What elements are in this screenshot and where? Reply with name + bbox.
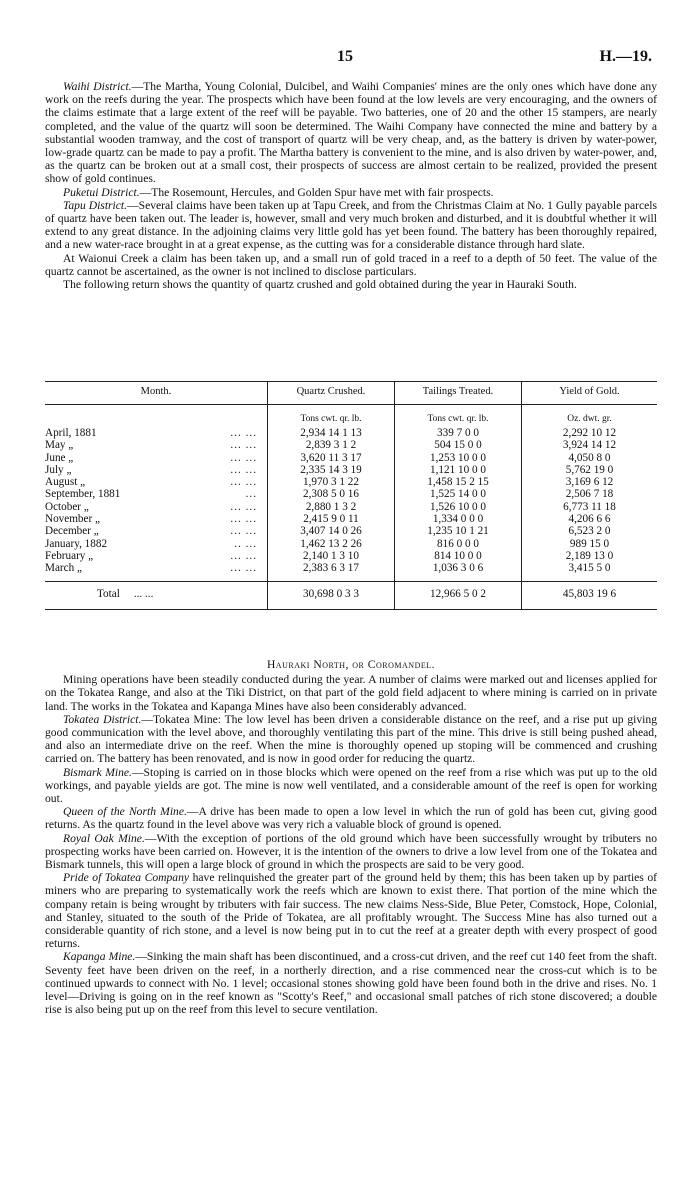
month-cell: April, 1881 xyxy=(45,427,97,439)
yield-cell: 2,189 13 0 xyxy=(565,549,614,562)
document-reference: H.—19. xyxy=(599,48,652,65)
tailings-cell: 1,525 14 0 0 xyxy=(395,488,522,500)
paragraph-lead: Royal Oak Mine. xyxy=(63,831,145,845)
paragraph xyxy=(45,805,657,831)
table-row xyxy=(45,439,657,451)
total-quartz: 30,698 0 3 3 xyxy=(268,581,395,603)
paragraph-text: —Stoping is carried on in those blocks which were opened on the reef from a rise which was put up to the old workings, and payable yields are got. The mine is now well ventilated, and a considerable amount of the reef is open for working out. xyxy=(45,765,657,806)
paragraph-text: have relinquished the greater part of the ground held by them; this has been taken up by parties of miners who are preparing to systematically work the reefs which are known to exist there. That portion of the mine which the company retain is being wrought by tributers with fair success. The new claims Ness-Side, Blue Peter, Comstock, Hope, Colonial, and Stanley, situated to the south of the Pride of Tokatea, are all profitably wrought. The Success Mine has also turned out a considerable quantity of rich stone, and a level is now being put in to cut the reef at a greater depth with every prospect of good returns. xyxy=(45,871,657,951)
quartz-cell: 2,880 1 3 2 xyxy=(268,501,395,513)
paragraph-text: —With the exception of portions of the old ground which have been successfully wrought by tributers no prospecting works have been carried on. However, it is the intention of the owners to drive a low level from one of the Tokatea and Bismark tunnels, this will open a large block of ground in which the prospects are said to be very good. xyxy=(45,831,658,872)
table-row xyxy=(45,464,657,476)
tailings-cell: 1,253 10 0 0 xyxy=(395,452,522,464)
paragraph xyxy=(45,199,657,252)
paragraph-lead: Tokatea District. xyxy=(63,712,142,726)
paragraph-lead: Pride of Tokatea Company xyxy=(63,871,190,885)
paragraph-lead: Bismark Mine. xyxy=(63,765,132,779)
leader-dots: ... ... xyxy=(230,513,257,526)
tailings-cell: 1,235 10 1 21 xyxy=(395,525,522,537)
quartz-cell: 2,140 1 3 10 xyxy=(268,550,395,562)
paragraph-text: —Tokatea Mine: The low level has been driven a considerable distance on the reef, and a rise put up giving good communication with the level above, and thoroughly ventilating this part of the mine. This drive is still being pushed ahead, and also an intermediate drive on the reef. When the mine is thoroughly opened up stoping will be commenced and crushing carried on. The battery has been renovated, and is now in good order for reducing the quartz. xyxy=(45,712,657,766)
yield-cell: 2,506 7 18 xyxy=(565,488,614,501)
body-text-bottom xyxy=(45,658,657,1016)
yield-cell: 3,924 14 12 xyxy=(562,439,617,452)
paragraph xyxy=(45,950,657,1016)
units-row xyxy=(45,405,657,428)
leader-dots: ... xyxy=(245,488,257,501)
table-row xyxy=(45,501,657,513)
leader-dots: ... ... xyxy=(230,500,257,513)
paragraph-text: Mining operations have been steadily conducted during the year. A number of claims were marked out and licenses applied for on the Tokatea Range, and also at the Tiki District, on that part of the gold field adjacent to where mining is carried on in private land. The works in the Tokatea and Kapanga Mines have also been considerably advanced. xyxy=(45,673,657,713)
month-cell: July „ xyxy=(45,463,72,476)
leader-dots: ... ... xyxy=(133,587,154,600)
month-cell: January, 1882 xyxy=(45,537,108,550)
table-row xyxy=(45,550,657,562)
paragraph-text: —Several claims have been taken up at Tapu Creek, and from the Christmas Claim at No. 1 Gully payable parcels of quartz have been taken out. The leader is, however, small and very much broken and disturbed, and it is doubtful whether it will extend to any great distance. In the adjoining claims very little gold has yet been found. The battery has been thoroughly repaired, and a new water-race brought in at a great expense, as the cutting was for a considerable distance through hard slate. xyxy=(45,198,658,252)
tailings-cell: 1,121 10 0 0 xyxy=(395,464,522,476)
total-yield: 45,803 19 6 xyxy=(522,581,658,603)
quartz-cell: 2,839 3 1 2 xyxy=(268,439,395,451)
yield-cell: 5,762 19 0 xyxy=(565,463,614,476)
paragraph xyxy=(45,186,657,199)
paragraph xyxy=(45,673,657,713)
paragraph-text: The following return shows the quantity of quartz crushed and gold obtained during the year in Hauraki South. xyxy=(63,278,577,292)
paragraph-text: —Sinking the main shaft has been discontinued, and a cross-cut driven, and the reef cut 140 feet from the shaft. Seventy feet have been driven on the reef, in a northerly direction, and a rise commenced near the cross-cut which is to be continued upwards to connect with No. 1 level; occasional stones showing gold have been found both in the drive and rises. No. 1 level—Driving is going on in the reef known as "Scotty's Reef," and occasional small patches of rich stone discovered; a double rise is also being put up on the reef from this level to secure ventilation. xyxy=(45,950,657,1017)
yield-cell: 4,206 6 6 xyxy=(568,513,611,526)
month-cell: March „ xyxy=(45,562,82,575)
body-text-top xyxy=(45,80,657,291)
quartz-cell: 2,383 6 3 17 xyxy=(268,562,395,574)
table-row xyxy=(45,562,657,574)
leader-dots: ... ... xyxy=(230,476,257,489)
tailings-cell: 339 7 0 0 xyxy=(395,427,522,439)
paragraph xyxy=(45,766,657,806)
yield-cell: 2,292 10 12 xyxy=(562,427,617,439)
month-cell: November „ xyxy=(45,513,100,526)
column-header-quartz: Quartz Crushed. xyxy=(268,382,395,405)
tailings-cell: 1,334 0 0 0 xyxy=(395,513,522,525)
yield-cell: 6,523 2 0 xyxy=(568,525,611,538)
month-cell: May „ xyxy=(45,439,74,452)
table-row xyxy=(45,538,657,550)
tailings-cell: 1,036 3 0 6 xyxy=(395,562,522,574)
table-header-row xyxy=(45,382,657,405)
table-row xyxy=(45,427,657,439)
table-row xyxy=(45,513,657,525)
quartz-cell: 2,934 14 1 13 xyxy=(268,427,395,439)
paragraph-text: —The Rosemount, Hercules, and Golden Spur have met with fair prospects. xyxy=(139,185,494,199)
column-header-month: Month. xyxy=(45,382,268,405)
paragraph xyxy=(45,278,657,291)
leader-dots: ... ... xyxy=(230,525,257,538)
month-cell: August „ xyxy=(45,476,86,489)
section-heading: Hauraki North, or Coromandel. xyxy=(266,658,436,671)
yield-cell: 4,050 8 0 xyxy=(568,451,611,464)
page-number: 15 xyxy=(337,48,353,65)
tailings-cell: 816 0 0 0 xyxy=(395,538,522,550)
tailings-cell: 814 10 0 0 xyxy=(395,550,522,562)
paragraph xyxy=(45,713,657,766)
paragraph-text: —A drive has been made to open a low level in which the run of gold has been cut, giving good returns. As the quartz found in the level above was very rich a valuable block of ground is opened. xyxy=(45,805,657,832)
paragraph-text: —The Martha, Young Colonial, Dulcibel, and Waihi Companies' mines are the only ones which have done any work on the reefs during the year. The prospects which have been found at the low levels are very encouraging, and the owners of the claims estimate that a large extent of the reef will be payable. Two batteries, one of 20 and the other 15 stampers, are nearly completed, and the value of the quartz will soon be determined. The Waihi Company have connected the mine and battery by a substantial wooden tramway, and the cost of transport of quartz will be very cheap, and, as the battery is driven by water-power, low-grade quartz can be made to pay a profit. The Martha battery is convenient to the mine, and is also driven by water-power, and, as the quartz can be broken out at a small cost, their prospects of success are almost certain to be realized, provided the present show of gold continues. xyxy=(45,80,657,186)
units-quartz: Tons cwt. qr. lb. xyxy=(268,405,395,428)
leader-dots: ... ... xyxy=(230,549,257,562)
paragraph-lead: Waihi District. xyxy=(63,80,132,93)
quartz-cell: 1,462 13 2 26 xyxy=(268,538,395,550)
column-header-tailings: Tailings Treated. xyxy=(395,382,522,405)
paragraph-lead: Tapu District. xyxy=(63,198,128,212)
month-cell: June „ xyxy=(45,451,74,464)
return-table xyxy=(45,381,657,610)
quartz-cell: 2,308 5 0 16 xyxy=(268,488,395,500)
table-row xyxy=(45,452,657,464)
month-cell: February „ xyxy=(45,549,94,562)
paragraph-lead: Puketui District. xyxy=(63,185,140,199)
table-row xyxy=(45,488,657,500)
leader-dots: ... ... xyxy=(230,451,257,464)
tailings-cell: 504 15 0 0 xyxy=(395,439,522,451)
tailings-cell: 1,458 15 2 15 xyxy=(395,476,522,488)
quartz-cell: 2,415 9 0 11 xyxy=(268,513,395,525)
paragraph xyxy=(45,832,657,872)
table-row xyxy=(45,476,657,488)
paragraph xyxy=(45,252,657,278)
month-cell: December „ xyxy=(45,525,99,538)
units-tailings: Tons cwt. qr. lb. xyxy=(395,405,522,428)
units-yield: Oz. dwt. gr. xyxy=(567,414,612,424)
leader-dots: ... ... xyxy=(230,439,257,452)
quartz-cell: 2,335 14 3 19 xyxy=(268,464,395,476)
paragraph-text: At Waionui Creek a claim has been taken up, and a small run of gold traced in a reef to a depth of 50 feet. The value of the quartz cannot be ascertained, as the owner is not inclined to disclose particulars. xyxy=(45,251,657,278)
leader-dots: ... ... xyxy=(230,463,257,476)
paragraph xyxy=(45,871,657,950)
total-row xyxy=(45,581,657,603)
paragraph-lead: Queen of the North Mine. xyxy=(63,805,187,819)
column-header-yield: Yield of Gold. xyxy=(522,382,658,405)
paragraph xyxy=(45,80,657,186)
leader-dots: .. ... xyxy=(234,537,257,550)
tailings-cell: 1,526 10 0 0 xyxy=(395,501,522,513)
yield-cell: 3,415 5 0 xyxy=(568,562,611,575)
paragraph-lead: Kapanga Mine. xyxy=(63,950,136,964)
yield-cell: 6,773 11 18 xyxy=(563,500,616,513)
quartz-cell: 1,970 3 1 22 xyxy=(268,476,395,488)
leader-dots: ... ... xyxy=(230,427,257,439)
leader-dots: ... ... xyxy=(230,562,257,575)
month-cell: October „ xyxy=(45,500,89,513)
quartz-cell: 3,620 11 3 17 xyxy=(268,452,395,464)
quartz-cell: 3,407 14 0 26 xyxy=(268,525,395,537)
table-row xyxy=(45,525,657,537)
yield-cell: 989 15 0 xyxy=(569,537,610,550)
month-cell: September, 1881 xyxy=(45,488,121,501)
yield-cell: 3,169 6 12 xyxy=(565,476,614,489)
total-label: Total xyxy=(97,587,120,600)
total-tailings: 12,966 5 0 2 xyxy=(395,581,522,603)
